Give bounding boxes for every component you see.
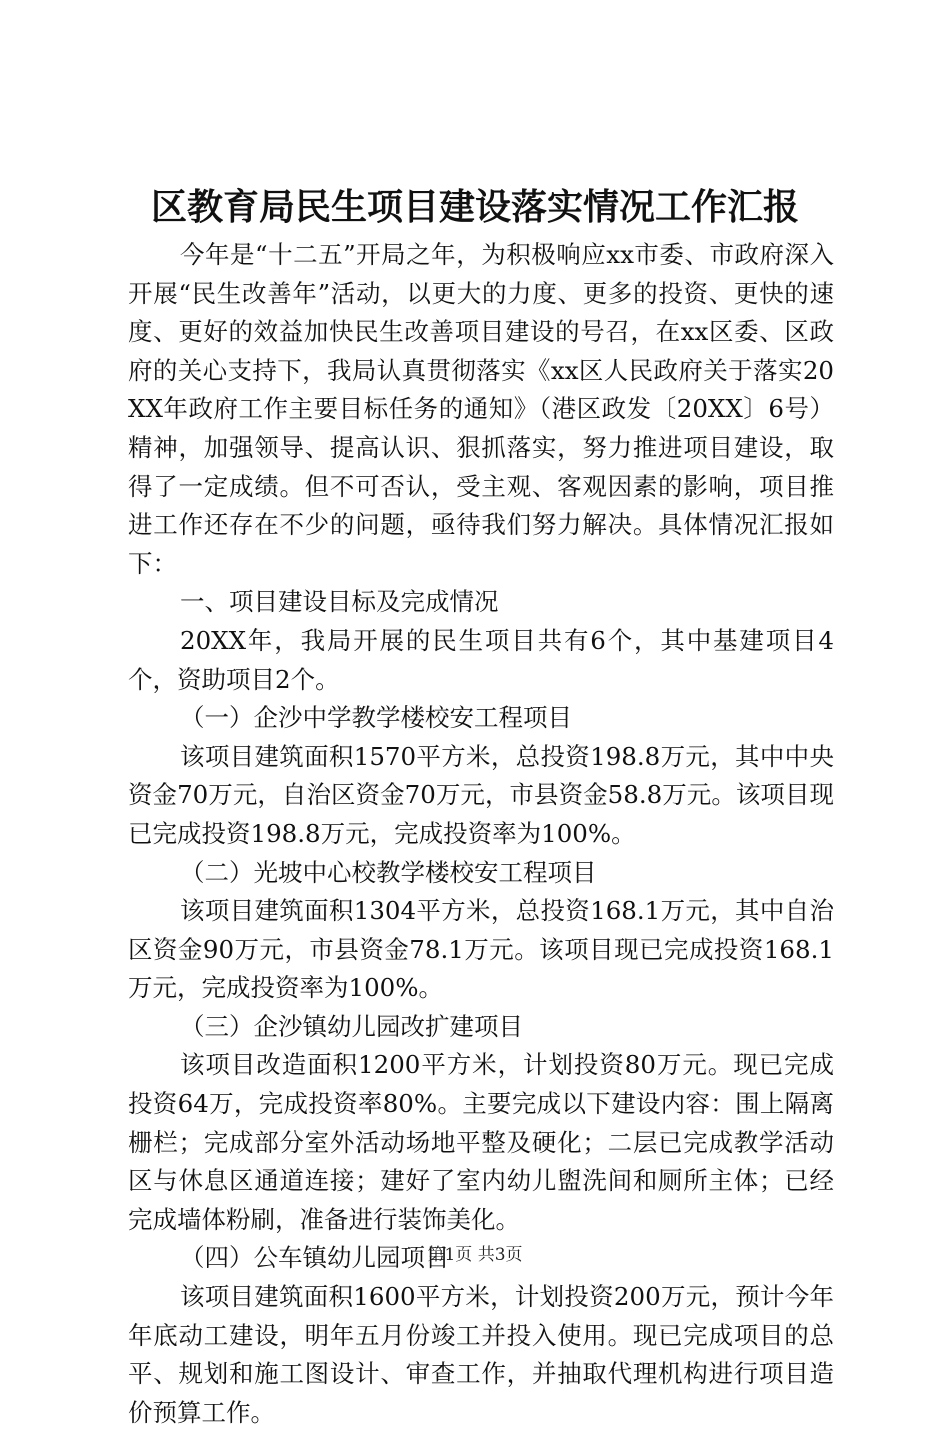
subsection-paragraph-1: 该项目建筑面积1570平方米，总投资198.8万元，其中中央资金70万元，自治区资金70万元，市县资金58.8万元。该项目现已完成投资198.8万元，完成投资率为100%。	[128, 741, 834, 848]
subsection-heading-2: （二）光坡中心校教学楼校安工程项目	[180, 857, 597, 887]
document-title: 区教育局民生项目建设落实情况工作汇报	[150, 186, 799, 228]
subsection-heading-3: （三）企沙镇幼儿园改扩建项目	[180, 1011, 523, 1041]
section-heading: 一、项目建设目标及完成情况	[180, 587, 499, 617]
subsection-heading-1: （一）企沙中学教学楼校安工程项目	[180, 703, 572, 733]
subsection-paragraph-2: 该项目建筑面积1304平方米，总投资168.1万元，其中自治区资金90万元，市县资金78.1万元。该项目现已完成投资168.1万元，完成投资率为100%。	[128, 896, 834, 1003]
intro-paragraph: 今年是“十二五”开局之年，为积极响应xx市委、市政府深入开展“民生改善年”活动，以更大的力度、更多的投资、更快的速度、更好的效益加快民生改善项目建设的号召，在xx区委、区政府的关心支持下，我局认真贯彻落实《xx区人民政府关于落实20XX年政府工作主要目标任务的通知》（港区政发〔20XX〕6号）精神，加强领导、提高认识、狠抓落实，努力推进项目建设，取得了一定成绩。但不可否认，受主观、客观因素的影响，项目推进工作还存在不少的问题，亟待我们努力解决。具体情况汇报如下：	[128, 240, 834, 578]
summary-paragraph: 20XX年，我局开展的民生项目共有6个，其中基建项目4个，资助项目2个。	[128, 625, 834, 694]
subsection-paragraph-4: 该项目建筑面积1600平方米，计划投资200万元，预计今年年底动工建设，明年五月份竣工并投入使用。现已完成项目的总平、规划和施工图设计、审查工作，并抽取代理机构进行项目造价预算工作。	[128, 1282, 834, 1427]
page-footer: 第1页 共3页	[427, 1245, 523, 1265]
subsection-heading-4: （四）公车镇幼儿园项目	[180, 1243, 450, 1273]
subsection-paragraph-3: 该项目改造面积1200平方米，计划投资80万元。现已完成投资64万，完成投资率80%。主要完成以下建设内容：围上隔离栅栏；完成部分室外活动场地平整及硬化；二层已完成教学活动区与休息区通道连接；建好了室内幼儿盥洗间和厕所主体；已经完成墙体粉刷，准备进行装饰美化。	[128, 1050, 834, 1234]
